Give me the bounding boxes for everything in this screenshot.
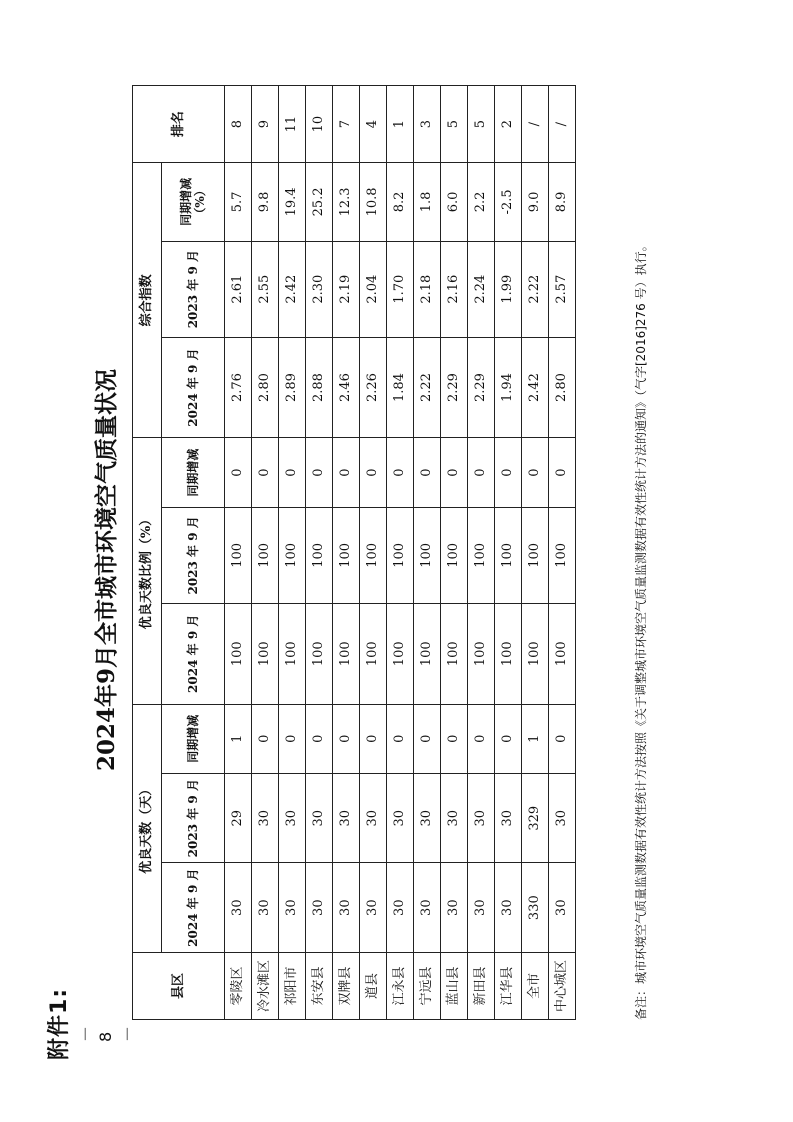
header-row-sub xyxy=(162,86,225,1020)
header-index-2023: 2023 年 9 月 xyxy=(162,241,225,337)
cell-ratio-change: 0 xyxy=(522,438,549,507)
table-row xyxy=(306,86,333,1020)
cell-days-change: 1 xyxy=(522,704,549,773)
attachment-label: 附件1: xyxy=(47,987,72,1060)
cell-days-change: 0 xyxy=(306,704,333,773)
cell-index-2024: 2.88 xyxy=(306,337,333,438)
cell-days-2024: 30 xyxy=(414,863,441,952)
cell-county: 宁远县 xyxy=(414,952,441,1019)
cell-index-2023: 2.16 xyxy=(441,241,468,337)
cell-index-2023: 2.55 xyxy=(252,241,279,337)
header-good-days: 优良天数（天） xyxy=(133,704,162,952)
cell-days-change: 0 xyxy=(549,704,576,773)
cell-days-change: 0 xyxy=(279,704,306,773)
cell-ratio-change: 0 xyxy=(279,438,306,507)
cell-index-2023: 2.22 xyxy=(522,241,549,337)
cell-ratio-change: 0 xyxy=(495,438,522,507)
header-composite-index: 综合指数 xyxy=(133,163,162,438)
header-ratio-2024: 2024 年 9 月 xyxy=(162,603,225,704)
cell-ratio-2023: 100 xyxy=(468,507,495,603)
cell-ratio-2024: 100 xyxy=(495,603,522,704)
table-row xyxy=(549,86,576,1020)
cell-days-change: 0 xyxy=(495,704,522,773)
cell-days-2023: 30 xyxy=(279,773,306,862)
cell-index-2023: 2.18 xyxy=(414,241,441,337)
cell-days-2024: 30 xyxy=(225,863,252,952)
cell-county: 全市 xyxy=(522,952,549,1019)
cell-index-2023: 2.04 xyxy=(360,241,387,337)
cell-index-change: 9.0 xyxy=(522,163,549,241)
table-row xyxy=(279,86,306,1020)
cell-ratio-change: 0 xyxy=(549,438,576,507)
cell-index-change: 8.2 xyxy=(387,163,414,241)
cell-rank: 1 xyxy=(387,86,414,163)
table-row xyxy=(468,86,495,1020)
cell-days-2023: 30 xyxy=(306,773,333,862)
page-title: 2024年9月全市城市环境空气质量状况 xyxy=(93,368,120,772)
table-row xyxy=(522,86,549,1020)
cell-days-change: 0 xyxy=(360,704,387,773)
cell-days-2023: 30 xyxy=(414,773,441,862)
cell-rank: / xyxy=(549,86,576,163)
cell-index-change: 5.7 xyxy=(225,163,252,241)
table-row xyxy=(387,86,414,1020)
cell-days-change: 0 xyxy=(468,704,495,773)
cell-ratio-2024: 100 xyxy=(360,603,387,704)
cell-rank: 10 xyxy=(306,86,333,163)
cell-index-2023: 2.57 xyxy=(549,241,576,337)
cell-days-2024: 30 xyxy=(441,863,468,952)
cell-days-2023: 30 xyxy=(549,773,576,862)
cell-ratio-2023: 100 xyxy=(495,507,522,603)
air-quality-table xyxy=(132,85,576,1020)
cell-index-2024: 2.29 xyxy=(441,337,468,438)
cell-index-2024: 2.80 xyxy=(252,337,279,438)
header-index-change: 同期增减（%） xyxy=(162,163,225,241)
cell-ratio-2023: 100 xyxy=(333,507,360,603)
table-row xyxy=(252,86,279,1020)
cell-county: 零陵区 xyxy=(225,952,252,1019)
cell-days-2023: 30 xyxy=(333,773,360,862)
cell-ratio-2023: 100 xyxy=(549,507,576,603)
cell-days-2024: 30 xyxy=(252,863,279,952)
cell-index-2023: 2.30 xyxy=(306,241,333,337)
cell-days-2023: 29 xyxy=(225,773,252,862)
cell-days-2023: 30 xyxy=(252,773,279,862)
cell-days-2023: 30 xyxy=(360,773,387,862)
cell-index-2023: 2.24 xyxy=(468,241,495,337)
header-days-change: 同期增减 xyxy=(162,704,225,773)
table-row xyxy=(495,86,522,1020)
cell-ratio-change: 0 xyxy=(387,438,414,507)
cell-days-2024: 30 xyxy=(495,863,522,952)
cell-index-change: 9.8 xyxy=(252,163,279,241)
cell-county: 新田县 xyxy=(468,952,495,1019)
cell-index-change: -2.5 xyxy=(495,163,522,241)
cell-county: 中心城区 xyxy=(549,952,576,1019)
cell-rank: 5 xyxy=(468,86,495,163)
cell-days-change: 0 xyxy=(441,704,468,773)
cell-days-2023: 30 xyxy=(468,773,495,862)
cell-index-2024: 2.42 xyxy=(522,337,549,438)
cell-days-2024: 30 xyxy=(306,863,333,952)
cell-index-2023: 2.19 xyxy=(333,241,360,337)
cell-days-2024: 30 xyxy=(333,863,360,952)
cell-days-change: 1 xyxy=(225,704,252,773)
cell-index-change: 25.2 xyxy=(306,163,333,241)
table-row xyxy=(360,86,387,1020)
cell-days-2024: 30 xyxy=(549,863,576,952)
cell-index-2024: 2.29 xyxy=(468,337,495,438)
cell-index-2024: 1.84 xyxy=(387,337,414,438)
cell-index-2023: 2.61 xyxy=(225,241,252,337)
cell-ratio-2024: 100 xyxy=(414,603,441,704)
cell-ratio-2024: 100 xyxy=(306,603,333,704)
cell-rank: 7 xyxy=(333,86,360,163)
cell-days-change: 0 xyxy=(387,704,414,773)
cell-county: 蓝山县 xyxy=(441,952,468,1019)
cell-index-2024: 2.22 xyxy=(414,337,441,438)
cell-ratio-2023: 100 xyxy=(306,507,333,603)
cell-index-change: 12.3 xyxy=(333,163,360,241)
cell-index-2023: 2.42 xyxy=(279,241,306,337)
cell-county: 冷水滩区 xyxy=(252,952,279,1019)
cell-index-change: 2.2 xyxy=(468,163,495,241)
cell-ratio-2023: 100 xyxy=(387,507,414,603)
cell-rank: 5 xyxy=(441,86,468,163)
table-row xyxy=(225,86,252,1020)
cell-ratio-change: 0 xyxy=(441,438,468,507)
cell-index-change: 6.0 xyxy=(441,163,468,241)
header-index-2024: 2024 年 9 月 xyxy=(162,337,225,438)
header-good-ratio: 优良天数比例（%） xyxy=(133,438,162,704)
rotated-content xyxy=(47,80,680,1060)
cell-ratio-2024: 100 xyxy=(441,603,468,704)
cell-index-2024: 2.80 xyxy=(549,337,576,438)
cell-index-2024: 2.26 xyxy=(360,337,387,438)
cell-index-2024: 1.94 xyxy=(495,337,522,438)
page-number: － 8 － xyxy=(75,1025,137,1042)
cell-index-2024: 2.76 xyxy=(225,337,252,438)
cell-ratio-2024: 100 xyxy=(333,603,360,704)
cell-days-change: 0 xyxy=(414,704,441,773)
cell-ratio-2024: 100 xyxy=(279,603,306,704)
header-days-2024: 2024 年 9 月 xyxy=(162,863,225,952)
cell-ratio-2024: 100 xyxy=(387,603,414,704)
header-county: 县区 xyxy=(133,952,225,1019)
cell-ratio-2024: 100 xyxy=(549,603,576,704)
cell-days-2023: 30 xyxy=(495,773,522,862)
cell-ratio-2023: 100 xyxy=(279,507,306,603)
footnote: 备注：城市环境空气质量监测数据有效性统计方法按照《关于调整城市环境空气质量监测数据有效性统计方法的通知》（气字[2016]276 号）执行。 xyxy=(634,239,648,1020)
cell-rank: 8 xyxy=(225,86,252,163)
cell-county: 道县 xyxy=(360,952,387,1019)
cell-county: 祁阳市 xyxy=(279,952,306,1019)
cell-days-2023: 30 xyxy=(441,773,468,862)
cell-index-2024: 2.46 xyxy=(333,337,360,438)
cell-ratio-2023: 100 xyxy=(441,507,468,603)
cell-days-2024: 30 xyxy=(360,863,387,952)
cell-rank: / xyxy=(522,86,549,163)
cell-ratio-change: 0 xyxy=(306,438,333,507)
table-row xyxy=(441,86,468,1020)
cell-rank: 9 xyxy=(252,86,279,163)
header-days-2023: 2023 年 9 月 xyxy=(162,773,225,862)
cell-ratio-change: 0 xyxy=(414,438,441,507)
cell-days-2023: 30 xyxy=(387,773,414,862)
cell-index-2023: 1.99 xyxy=(495,241,522,337)
header-rank: 排名 xyxy=(133,86,225,163)
cell-days-2024: 30 xyxy=(279,863,306,952)
cell-county: 双牌县 xyxy=(333,952,360,1019)
table-row xyxy=(414,86,441,1020)
cell-ratio-2023: 100 xyxy=(522,507,549,603)
header-ratio-change: 同期增减 xyxy=(162,438,225,507)
header-row-group xyxy=(133,86,162,1020)
cell-county: 江永县 xyxy=(387,952,414,1019)
cell-index-change: 8.9 xyxy=(549,163,576,241)
cell-days-change: 0 xyxy=(333,704,360,773)
cell-rank: 3 xyxy=(414,86,441,163)
cell-ratio-change: 0 xyxy=(360,438,387,507)
cell-index-change: 1.8 xyxy=(414,163,441,241)
cell-ratio-change: 0 xyxy=(468,438,495,507)
cell-ratio-2024: 100 xyxy=(522,603,549,704)
cell-rank: 4 xyxy=(360,86,387,163)
cell-index-2023: 1.70 xyxy=(387,241,414,337)
header-ratio-2023: 2023 年 9 月 xyxy=(162,507,225,603)
cell-days-change: 0 xyxy=(252,704,279,773)
cell-ratio-2024: 100 xyxy=(468,603,495,704)
cell-index-change: 10.8 xyxy=(360,163,387,241)
cell-index-2024: 2.89 xyxy=(279,337,306,438)
cell-rank: 2 xyxy=(495,86,522,163)
cell-ratio-change: 0 xyxy=(252,438,279,507)
cell-ratio-2023: 100 xyxy=(252,507,279,603)
cell-ratio-2023: 100 xyxy=(360,507,387,603)
cell-days-2024: 30 xyxy=(387,863,414,952)
cell-ratio-2024: 100 xyxy=(225,603,252,704)
cell-rank: 11 xyxy=(279,86,306,163)
cell-index-change: 19.4 xyxy=(279,163,306,241)
cell-ratio-2023: 100 xyxy=(414,507,441,603)
cell-days-2023: 329 xyxy=(522,773,549,862)
cell-county: 东安县 xyxy=(306,952,333,1019)
cell-days-2024: 330 xyxy=(522,863,549,952)
cell-ratio-change: 0 xyxy=(225,438,252,507)
cell-county: 江华县 xyxy=(495,952,522,1019)
cell-days-2024: 30 xyxy=(468,863,495,952)
table-row xyxy=(333,86,360,1020)
cell-ratio-2024: 100 xyxy=(252,603,279,704)
cell-ratio-change: 0 xyxy=(333,438,360,507)
cell-ratio-2023: 100 xyxy=(225,507,252,603)
